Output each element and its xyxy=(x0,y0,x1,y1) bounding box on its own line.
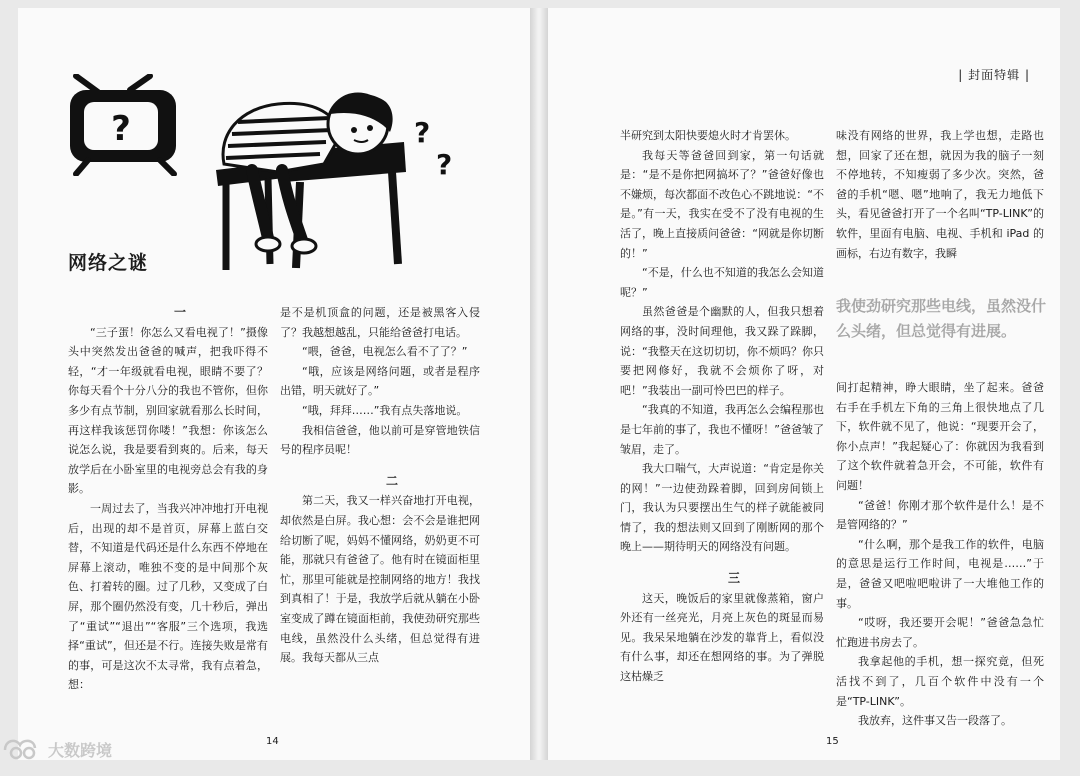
brand-watermark xyxy=(2,736,112,762)
right-column-1 xyxy=(620,126,824,687)
right-page xyxy=(548,8,1060,760)
paragraph: “喂，爸爸，电视怎么看不了了？” xyxy=(302,345,468,359)
paragraph: “哦，拜拜……”我有点失落地说。 xyxy=(302,403,468,417)
paragraph: 我每天等爸爸回到家，第一句话就是：“是不是你把网搞坏了？”爸爸好像也不嫌烦，每次都面不改色心不跳地说：“不是。”有一天，我实在受不了没有电视的生活了，晚上直接质问爸爸：“网就是你切断的！” xyxy=(620,148,824,260)
svg-text:?: ? xyxy=(111,109,131,149)
paragraph: 我大口喘气，大声说道：“肯定是你关的网！”一边使劲跺着脚，回到房间锁上门，我认为只要摆出生气的样子就能被同情了，我的想法则又回到了刚断网的那个晚上——期待明天的网络没有问题。 xyxy=(620,462,824,554)
paragraph: 半研究到太阳快要熄火时才肯罢休。 xyxy=(620,129,796,142)
svg-text:?: ? xyxy=(414,116,431,149)
paragraph: 间打起精神，睁大眼睛，坐了起来。爸爸右手在手机左下角的三角上很快地点了几下，软件就不见了，他说：“现要开会了，你小点声！”我起疑心了：你就因为我看到了这个软件就着急开会，不可能，软件有问题！ xyxy=(836,381,1044,492)
article-title: 网络之谜 xyxy=(68,252,149,274)
brand-name: 大数跨境 xyxy=(48,740,113,760)
paragraph: “我真的不知道，我再怎么会编程那也是七年前的事了，我也不懂呀！”爸爸皱了皱眉，走了。 xyxy=(620,403,824,456)
page-number: 14 xyxy=(266,736,279,747)
paragraph: “三子蛋！你怎么又看电视了！”摄像头中突然发出爸爸的喊声，把我吓得不轻，“才一年级就看电视，眼睛不要了？你每天看个十分八分的我也不管你，但你多少有点节制，别回家就看那么长时间，再这样我该惩罚你喽！”我想：你该怎么说怎么说，我是要看到爽的。后来，每天放学后在小卧室里的电视旁总会有我的身影。 xyxy=(68,325,268,496)
paragraph: “爸爸！你刚才那个软件是什么！是不是管网络的？” xyxy=(836,498,1044,532)
paragraph: 一周过去了，当我兴冲冲地打开电视后，出现的却不是首页，屏幕上蓝白交替，不知道是代码还是什么东西不停地在屏幕上滚动，唯独不变的是中间那个灰色、打着转的圈。过了几秒，又变成了白屏，那个圈仍然没有变，几十秒后，弹出了“重试”“退出”“客服”三个选项，我选择“重试”，但还是不行。连接失败是常有的事，可是这次不太寻常，我有点着急，想： xyxy=(68,501,268,692)
paragraph: 我拿起他的手机，想一探究竟，但死活找不到了，几百个软件中没有一个是“TP-LINK”。 xyxy=(836,655,1044,708)
paragraph: 我相信爸爸，他以前可是穿管地铁信号的程序员呢！ xyxy=(280,423,480,457)
paragraph: 虽然爸爸是个幽默的人，但我只想着网络的事，没时间理他，我又跺了跺脚，说：“我整天在这切切切，你不烦吗？你只要把网修好，我就不会烦你了呀，对吧！”我装出一副可怜巴巴的样子。 xyxy=(620,305,824,397)
paragraph: 味没有网络的世界，我上学也想，走路也想，回家了还在想，就因为我的脑子一刻不停地转，不知瘦弱了多少次。突然，爸爸的手机“嗯、嗯”地响了，我无力地低下头，看见爸爸打开了一个名叫“TP-LINK”的软件，里面有电脑、电视、手机和 iPad 的画标，右边有数字，我瞬 xyxy=(836,129,1044,260)
left-column-2 xyxy=(280,303,480,668)
brand-logo-icon xyxy=(2,736,42,762)
question-marks-icon xyxy=(410,112,464,182)
pull-quote: 我使劲研究那些电线，虽然没什么头绪，但总觉得有进展。 xyxy=(836,297,1047,340)
page-number: 15 xyxy=(826,736,839,747)
paragraph: 这天，晚饭后的家里就像蒸箱，窗户外还有一丝亮光，月亮上灰色的斑显而易见。我呆呆地躺在沙发的靠背上，看似没有什么事，却还在想网络的事。为了弹脱这枯燥乏 xyxy=(620,591,824,684)
paragraph: “哦，应该是网络问题，或者是程序出错，明天就好了。” xyxy=(280,364,480,398)
section-header: | 封面特辑 | xyxy=(958,68,1030,82)
paragraph: “哎呀，我还要开会呢！”爸爸急急忙忙跑进书房去了。 xyxy=(836,616,1044,649)
section-heading: 一 xyxy=(173,305,186,319)
section-heading: 三 xyxy=(727,571,740,586)
tv-question-mark-icon xyxy=(68,74,200,176)
left-column-1 xyxy=(68,303,268,695)
right-column-2 xyxy=(836,126,1044,263)
binding-gutter xyxy=(530,8,548,760)
right-column-2-continued xyxy=(836,378,1044,731)
paragraph: 我放弃，这件事又告一段落了。 xyxy=(858,714,1012,728)
svg-text:?: ? xyxy=(436,148,453,181)
kid-at-desk-illustration xyxy=(198,78,413,273)
paragraph: 是不是机顶盒的问题，还是被黑客入侵了？我越想越乱，只能给爸爸打电话。 xyxy=(280,306,480,339)
left-page xyxy=(18,8,530,760)
paragraph: 第二天，我又一样兴奋地打开电视，却依然是白屏。我心想：会不会是谁把网给切断了呢，妈妈不懂网络，奶奶更不可能，那就只有爸爸了。他有时在镜面柜里忙，那里可能就是控制网络的地方！我找到真相了！于是，我放学后就从躺在小卧室变成了蹲在镜面柜前，我使劲研究那些电线，虽然没什么头绪，但总觉得有进展。我每天都从三点 xyxy=(280,494,480,665)
paragraph: “不是，什么也不知道的我怎么会知道呢？” xyxy=(620,266,824,299)
section-heading: 二 xyxy=(385,473,398,488)
paragraph: “什么啊，那个是我工作的软件，电脑的意思是运行工作时间，电视是……”于是，爸爸又吧啦吧啦讲了一大堆他工作的事。 xyxy=(836,537,1044,610)
